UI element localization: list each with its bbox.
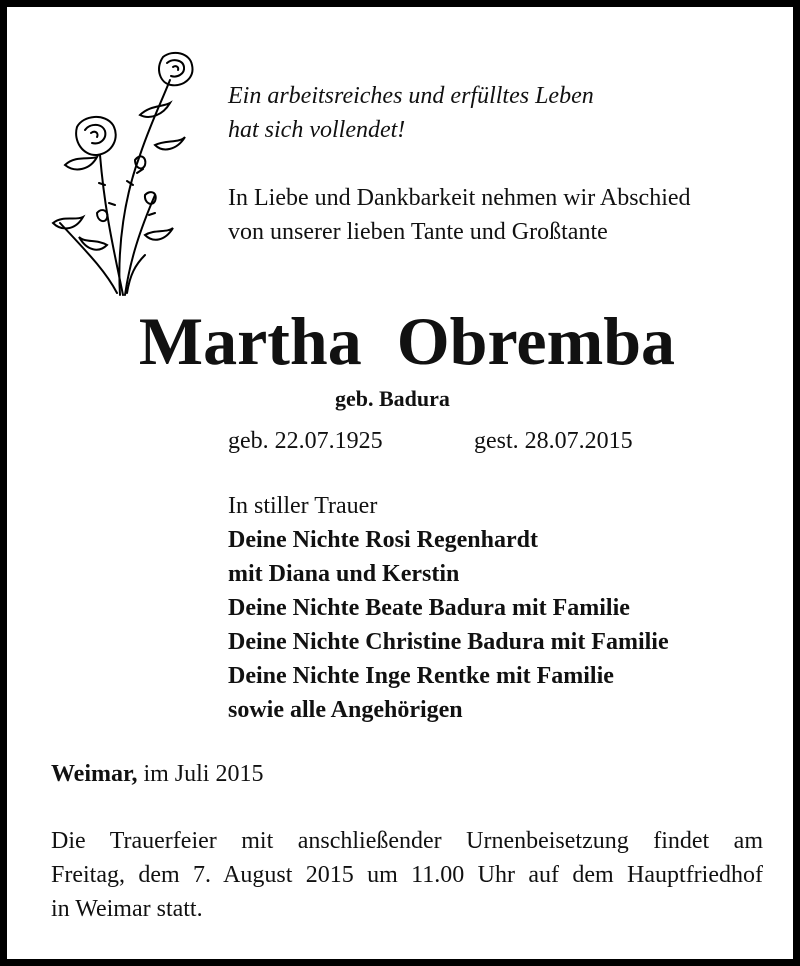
maiden-name: geb. Badura: [335, 386, 450, 411]
funeral-line: Freitag, dem 7. August 2015 um 11.00 Uhr auf dem Hauptfriedhof: [51, 862, 763, 888]
quote-line: Ein arbeitsreiches und erfülltes Leben: [228, 83, 594, 109]
place-date: [51, 757, 263, 791]
farewell-line: In Liebe und Dankbarkeit nehmen wir Abschied: [228, 185, 691, 211]
farewell-text: [228, 181, 691, 249]
mourner-line: Deine Nichte Inge Rentke mit Familie: [228, 663, 614, 689]
quote-line: hat sich vollendet!: [228, 117, 406, 143]
mourner-line: Deine Nichte Rosi Regenhardt: [228, 527, 538, 553]
deceased-name: Martha Obremba: [138, 303, 676, 379]
place-month: im Juli 2015: [137, 761, 264, 787]
funeral-line: in Weimar statt.: [51, 896, 203, 922]
funeral-info: [51, 824, 763, 926]
place-city: Weimar,: [51, 761, 138, 787]
funeral-line: Die Trauerfeier mit anschließender Urnenbeisetzung findet am: [51, 828, 763, 854]
quote: [228, 79, 594, 147]
mourner-line: mit Diana und Kerstin: [228, 561, 460, 587]
birth-date: geb. 22.07.1925: [228, 428, 383, 454]
mourner-line: sowie alle Angehörigen: [228, 697, 463, 723]
farewell-line: von unserer lieben Tante und Großtante: [228, 219, 608, 245]
death-date: gest. 28.07.2015: [474, 428, 633, 454]
mourner-line: Deine Nichte Christine Badura mit Familie: [228, 629, 669, 655]
mourners-list: [228, 489, 669, 727]
rose-bouquet-icon: [45, 45, 205, 297]
mourner-line: Deine Nichte Beate Badura mit Familie: [228, 595, 630, 621]
mourners-intro: In stiller Trauer: [228, 493, 378, 519]
